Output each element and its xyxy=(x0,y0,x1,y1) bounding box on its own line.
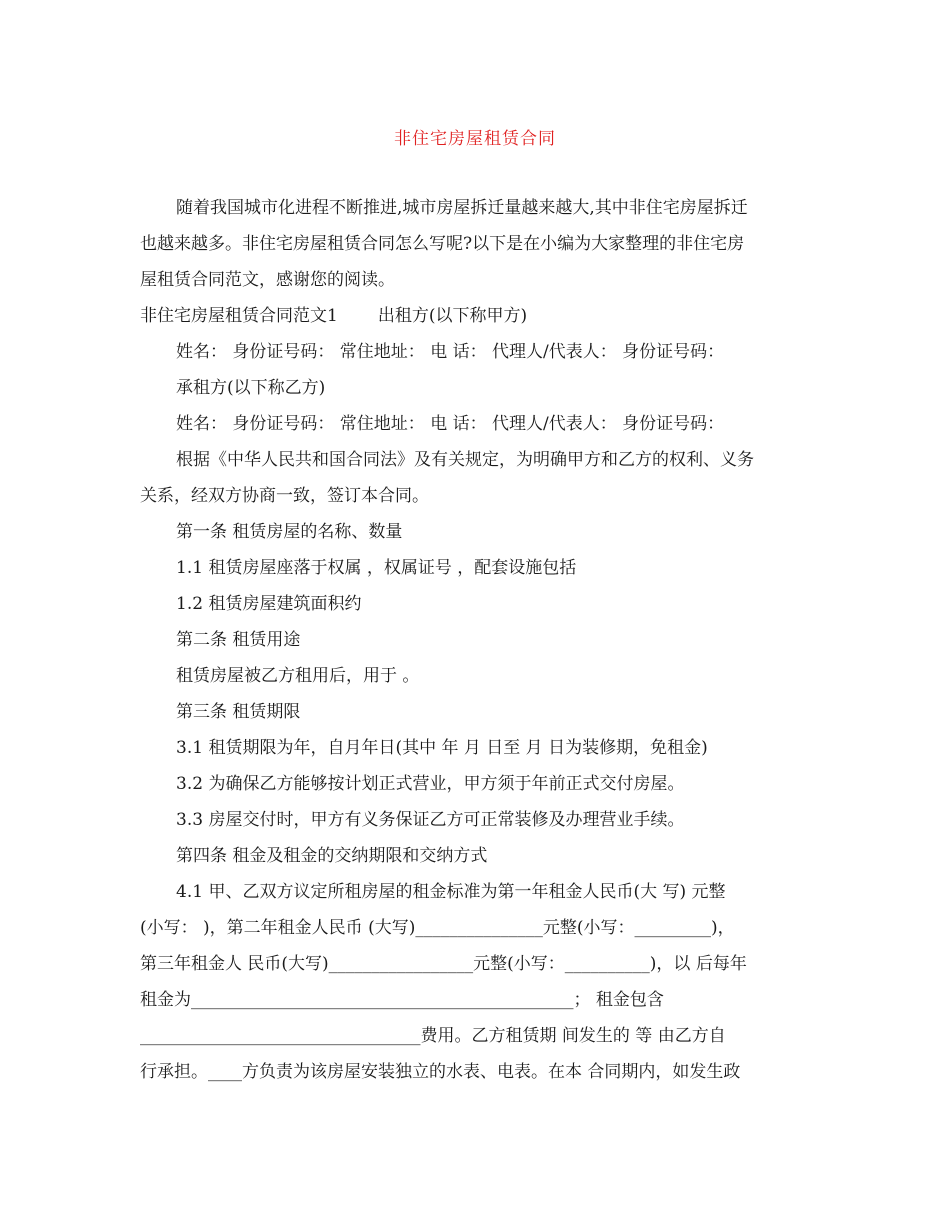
article1-heading: 第一条 租赁房屋的名称、数量 xyxy=(176,522,403,542)
clause-4-1-line: 4.1 甲、乙双方议定所租房屋的租金标准为第一年租金人民币(大 写) 元整 xyxy=(176,882,726,902)
document-body xyxy=(140,190,810,1090)
basis-line: 关系，经双方协商一致，签订本合同。 xyxy=(140,486,429,506)
clause-1-1: 1.1 租赁房屋座落于权属 ，权属证号 ，配套设施包括 xyxy=(176,558,577,578)
document-title: 非住宅房屋租赁合同 xyxy=(394,129,556,149)
intro-line: 随着我国城市化进程不断推进,城市房屋拆迁量越来越大,其中非住宅房屋拆迁 xyxy=(176,198,748,218)
clause-4-1-line: (小写： )，第二年租金人民币 (大写)_______________元整(小写：_________)， xyxy=(140,918,735,938)
clause-1-2: 1.2 租赁房屋建筑面积约 xyxy=(176,594,362,614)
clause-4-1-line: 行承担。____方负责为该房屋安装独立的水表、电表。在本 合同期内，如发生政 xyxy=(140,1062,741,1082)
sample-heading: 非住宅房屋租赁合同范文1 xyxy=(140,306,338,326)
clause-3-1: 3.1 租赁期限为年，自月年日(其中 年 月 日至 月 日为装修期，免租金) xyxy=(176,738,708,758)
intro-line: 也越来越多。非住宅房屋租赁合同怎么写呢?以下是在小编为大家整理的非住宅房 xyxy=(140,234,745,254)
clause-3-3: 3.3 房屋交付时，甲方有义务保证乙方可正常装修及办理营业手续。 xyxy=(176,810,685,830)
article4-heading: 第四条 租金及租金的交纳期限和交纳方式 xyxy=(176,846,488,866)
lessee-fields: 姓名： 身份证号码： 常住地址： 电 话： 代理人/代表人： 身份证号码： xyxy=(176,414,725,434)
basis-line: 根据《中华人民共和国合同法》及有关规定，为明确甲方和乙方的权利、义务 xyxy=(176,450,754,470)
sample-heading-line xyxy=(140,298,810,334)
intro-line: 屋租赁合同范文，感谢您的阅读。 xyxy=(140,270,395,290)
article2-heading: 第二条 租赁用途 xyxy=(176,630,301,650)
clause-3-2: 3.2 为确保乙方能够按计划正式营业，甲方须于年前正式交付房屋。 xyxy=(176,774,685,794)
clause-4-1-line: 租金为_____________________________________________； 租金包含 xyxy=(140,990,664,1010)
article3-heading: 第三条 租赁期限 xyxy=(176,702,301,722)
lessor-heading: 出租方(以下称甲方) xyxy=(377,306,528,326)
lessee-heading: 承租方(以下称乙方) xyxy=(176,378,326,398)
clause-4-1-line: 第三年租金人 民币(大写)_________________元整(小写：__________)，以 后每年 xyxy=(140,954,747,974)
clause-4-1-line: _________________________________费用。乙方租赁期 间发生的 等 由乙方自 xyxy=(140,1026,726,1046)
article2-text: 租赁房屋被乙方租用后，用于 。 xyxy=(176,666,420,686)
lessor-fields: 姓名： 身份证号码： 常住地址： 电 话： 代理人/代表人： 身份证号码： xyxy=(176,342,725,362)
